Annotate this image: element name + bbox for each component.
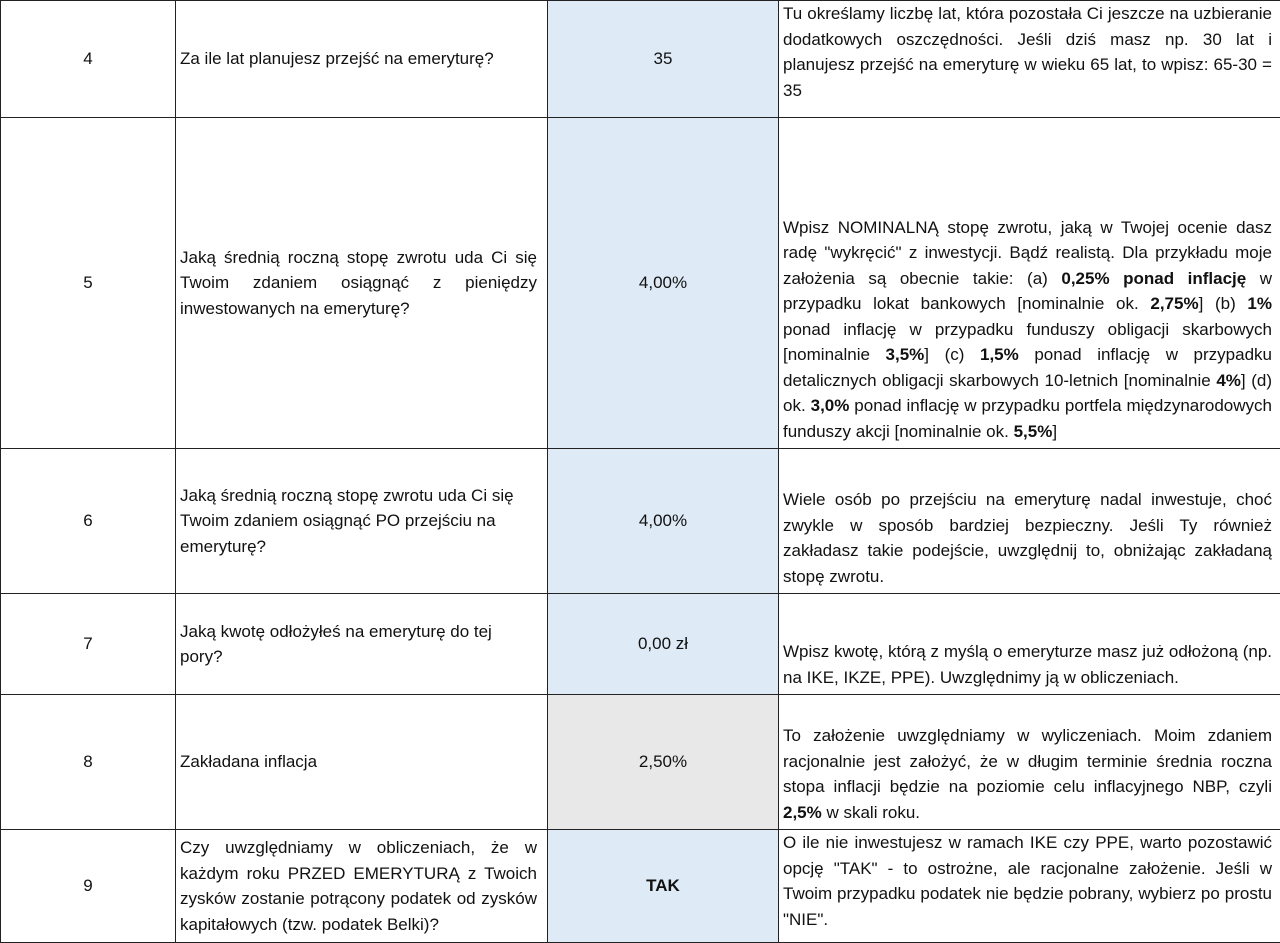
description-text: w skali roku. bbox=[822, 803, 920, 822]
description-bold: 1% bbox=[1247, 294, 1272, 313]
value-input-cell[interactable]: 0,00 zł bbox=[548, 594, 779, 695]
table-row bbox=[1, 594, 1280, 695]
description-text: w przypadku lokat bankowych [nominalnie ok. bbox=[783, 269, 1272, 314]
description-cell bbox=[779, 118, 1280, 449]
row-number: 8 bbox=[1, 695, 176, 830]
value-input-cell[interactable]: 4,00% bbox=[548, 449, 779, 594]
description-cell bbox=[779, 1, 1280, 118]
description-cell bbox=[779, 594, 1280, 695]
table-row bbox=[1, 118, 1280, 449]
table-row bbox=[1, 449, 1280, 594]
description-bold: 1,5% bbox=[980, 345, 1019, 364]
description-text: Wiele osób po przejściu na emeryturę nadal inwestuje, choć zwykle w sposób bardziej bezpieczny. Jeśli Ty również zakładasz takie podejście, uwzględnij to, obniżając zakładaną stopę zwrotu. bbox=[783, 490, 1272, 586]
description-cell bbox=[779, 695, 1280, 830]
description-bold: 3,0% bbox=[811, 396, 850, 415]
value-cell-inflation: 2,50% bbox=[548, 695, 779, 830]
description-bold: 2,5% bbox=[783, 803, 822, 822]
row-number: 9 bbox=[1, 830, 176, 943]
description-text: ponad inflację w przypadku detalicznych obligacji skarbowych 10-letnich [nominalnie bbox=[783, 345, 1272, 390]
description-bold: 5,5% bbox=[1014, 422, 1053, 441]
question-cell: Czy uwzględniamy w obliczeniach, że w każdym roku PRZED EMERYTURĄ z Twoich zysków zostanie potrącony podatek od zysków kapitałowych (tzw. podatek Belki)? bbox=[176, 830, 548, 943]
description-text: Wpisz NOMINALNĄ stopę zwrotu, jaką w Twojej ocenie dasz radę "wykręcić" z inwestycji. Bądź realistą. Dla przykładu moje założenia są obecnie takie: (a) bbox=[783, 218, 1272, 288]
description-text: ] (c) bbox=[924, 345, 980, 364]
row-number: 5 bbox=[1, 118, 176, 449]
table-row bbox=[1, 1, 1280, 118]
value-input-cell[interactable]: 35 bbox=[548, 1, 779, 118]
description-bold: 0,25% ponad inflację bbox=[1061, 269, 1246, 288]
row-number: 7 bbox=[1, 594, 176, 695]
description-text: To założenie uwzględniamy w wyliczeniach. Moim zdaniem racjonalnie jest założyć, że w długim terminie średnia roczna stopa inflacji będzie na poziomie celu inflacyjnego NBP, czyli bbox=[783, 726, 1272, 796]
value-select-cell[interactable]: TAK bbox=[548, 830, 779, 943]
description-bold: 2,75% bbox=[1150, 294, 1198, 313]
description-cell bbox=[779, 449, 1280, 594]
description-text: ] (b) bbox=[1199, 294, 1248, 313]
description-text: ] bbox=[1052, 422, 1057, 441]
description-text: Tu określamy liczbę lat, która pozostała Ci jeszcze na uzbieranie dodatkowych oszczędności. Jeśli dziś masz np. 30 lat i planujesz przejść na emeryturę w wieku 65 lat, to wpisz: 65-30 = 35 bbox=[783, 4, 1272, 100]
row-number: 6 bbox=[1, 449, 176, 594]
description-text: ponad inflację w przypadku portfela międzynarodowych funduszy akcji [nominalnie ok. bbox=[783, 396, 1272, 441]
table-row bbox=[1, 695, 1280, 830]
value-input-cell[interactable]: 4,00% bbox=[548, 118, 779, 449]
description-text: O ile nie inwestujesz w ramach IKE czy PPE, warto pozostawić opcję "TAK" - to ostrożne, ale racjonalne założenie. Jeśli w Twoim przypadku podatek nie będzie pobrany, wybierz po prostu "NIE". bbox=[783, 833, 1272, 929]
description-cell bbox=[779, 830, 1280, 943]
question-cell: Za ile lat planujesz przejść na emeryturę? bbox=[176, 1, 548, 118]
question-cell: Jaką kwotę odłożyłeś na emeryturę do tej pory? bbox=[176, 594, 548, 695]
description-text: ] (d) ok. bbox=[783, 371, 1272, 416]
description-text: Wpisz kwotę, którą z myślą o emeryturze masz już odłożoną (np. na IKE, IKZE, PPE). Uwzględnimy ją w obliczeniach. bbox=[783, 642, 1272, 687]
row-number: 4 bbox=[1, 1, 176, 118]
table-row bbox=[1, 830, 1280, 943]
question-cell: Jaką średnią roczną stopę zwrotu uda Ci się Twoim zdaniem osiągnąć PO przejściu na emeryturę? bbox=[176, 449, 548, 594]
description-text: ponad inflację w przypadku funduszy obligacji skarbowych [nominalnie bbox=[783, 320, 1272, 365]
description-bold: 4% bbox=[1216, 371, 1241, 390]
description-bold: 3,5% bbox=[886, 345, 925, 364]
question-cell: Jaką średnią roczną stopę zwrotu uda Ci się Twoim zdaniem osiągnąć z pieniędzy inwestowanych na emeryturę? bbox=[176, 118, 548, 449]
question-cell: Zakładana inflacja bbox=[176, 695, 548, 830]
